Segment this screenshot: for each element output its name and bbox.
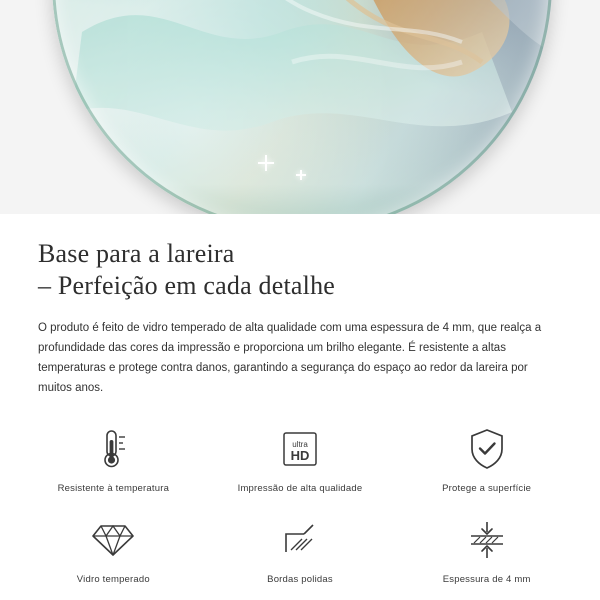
description-paragraph: O produto é feito de vidro temperado de alta qualidade com uma espessura de 4 mm, que realça a profundidade das cores da impressão e proporciona um brilho elegante. É resistente a altas temperaturas e protege contra danos, garantindo a segurança do espaço ao redor da lareira por muitos anos.: [38, 322, 542, 394]
feature-item: [393, 420, 580, 505]
feature-item: [207, 511, 394, 596]
diamond-icon: [91, 517, 135, 563]
svg-text:HD: HD: [290, 448, 310, 463]
marble-pattern-icon: [52, 0, 552, 214]
feature-label: Protege a superfície: [442, 483, 532, 494]
feature-item: [393, 511, 580, 596]
page-title: [38, 238, 562, 302]
glass-board-image: [52, 0, 552, 214]
feature-item: [20, 420, 207, 505]
description-section: [0, 214, 600, 398]
feature-label: Bordas polidas: [267, 574, 333, 585]
feature-item: [20, 511, 207, 596]
feature-label: Espessura de 4 mm: [442, 574, 531, 585]
headline-line-1: Base para a lareira: [38, 239, 235, 268]
hero-image: [0, 0, 600, 214]
feature-grid: [0, 398, 600, 596]
thermometer-icon: [98, 426, 128, 472]
feature-label: Resistente à temperatura: [57, 483, 170, 494]
feature-label: Impressão de alta qualidade: [237, 483, 363, 494]
svg-text:ultra: ultra: [292, 440, 308, 449]
headline-line-2: – Perfeição em cada detalhe: [38, 271, 336, 300]
ultra-hd-icon: [279, 426, 321, 472]
feature-label: Vidro temperado: [76, 574, 150, 585]
shield-check-icon: [468, 426, 506, 472]
polished-edges-icon: [280, 517, 320, 563]
thickness-arrows-icon: [465, 517, 509, 563]
feature-item: [207, 420, 394, 505]
